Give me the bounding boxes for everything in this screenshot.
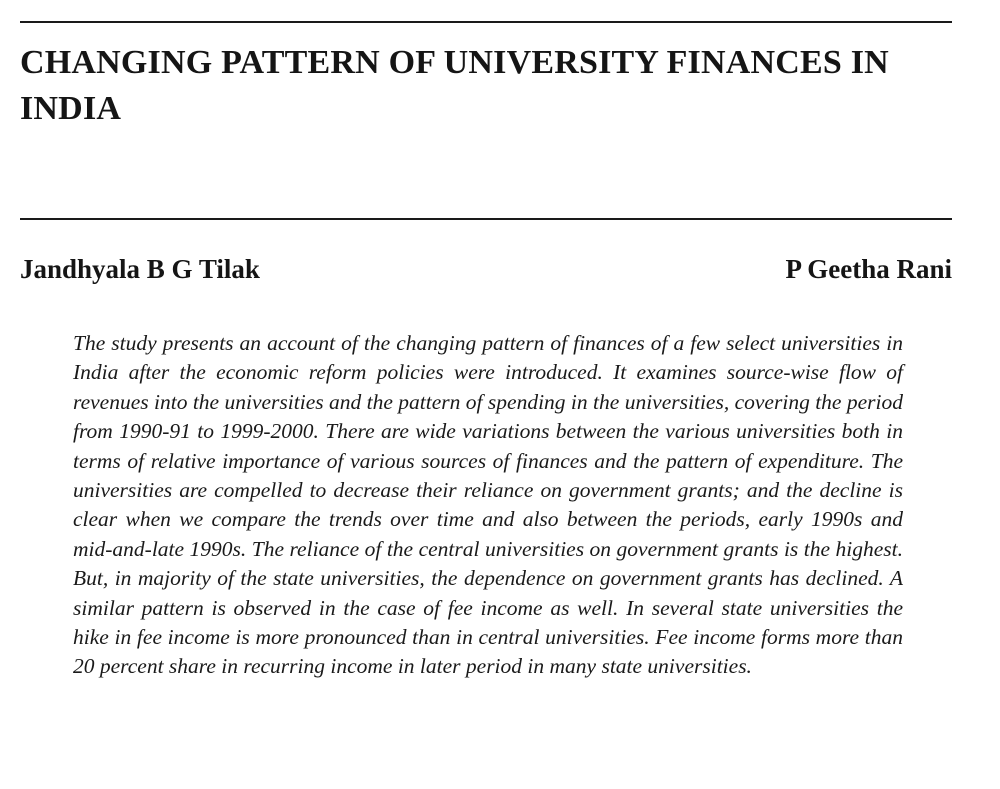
author-name: P Geetha Rani	[785, 254, 952, 284]
title-rule	[20, 218, 952, 220]
paper-title: CHANGING PATTERN OF UNIVERSITY FINANCES IN INDIA	[20, 44, 889, 127]
author-line	[20, 252, 952, 292]
author-name: Jandhyala B G Tilak	[20, 254, 260, 284]
top-rule	[20, 21, 952, 23]
abstract: The study presents an account of the changing pattern of finances of a few select universities in India after the economic reform policies were introduced. It examines source-wise flow of revenues into the universities and the pattern of spending in the universities, covering the period from 1990-91 to 1999-2000. There are wide variations between the various universities both in terms of relative importance of various sources of finances and the pattern of expenditure. The universities are compelled to decrease their reliance on government grants; and the decline is clear when we compare the trends over time and also between the periods, early 1990s and mid-and-late 1990s. The reliance of the central universities on government grants is the highest. But, in majority of the state universities, the dependence on government grants has declined. A similar pattern is observed in the case of fee income as well. In several state universities the hike in fee income is more pronounced than in central universities. Fee income forms more than 20 percent share in recurring income in later period in many state universities.	[73, 331, 903, 679]
